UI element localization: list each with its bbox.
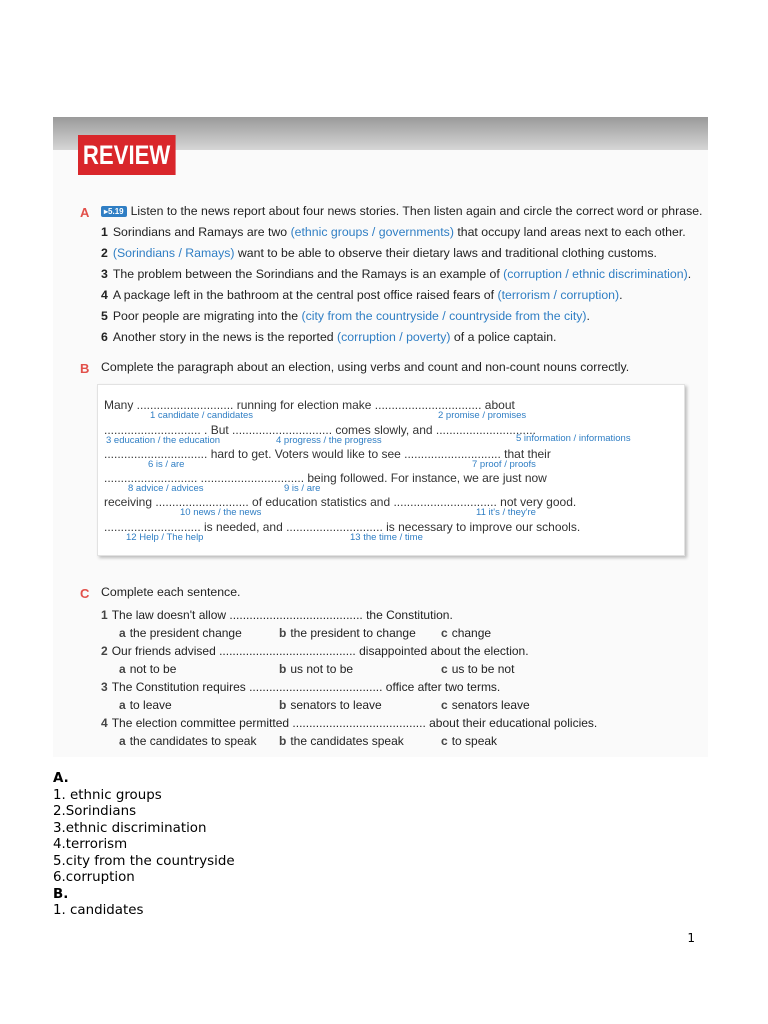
hint-3: 3 education / the education: [106, 435, 221, 446]
hint-13: 13 the time / time: [350, 532, 423, 543]
hint-12: 12 Help / The help: [126, 532, 204, 543]
review-title: REVIEW: [78, 135, 175, 175]
section-c-letter: C: [80, 586, 90, 601]
hint-10: 10 news / the news: [180, 507, 262, 518]
audio-track-badge: ▸5.19: [101, 206, 127, 217]
section-a-instruction: ▸5.19 Listen to the news report about four news stories. Then listen again and circle the correct word or phrase.: [101, 204, 702, 218]
paragraph-line-5: receiving ............................ of education statistics and ............................... not very good.: [104, 495, 577, 509]
section-b-letter: B: [80, 361, 90, 376]
hint-8: 8 advice / advices: [128, 483, 204, 494]
hint-5: 5 information / informations: [516, 433, 631, 444]
a-item-4: 4 A package left in the bathroom at the central post office raised fears of (terrorism / corruption).: [101, 288, 623, 302]
hint-1: 1 candidate / candidates: [150, 410, 253, 421]
c-item-2-option-a: a not to be: [119, 662, 177, 676]
answer-a-heading: A.: [53, 771, 69, 786]
c-item-1-option-c: c change: [441, 626, 492, 640]
paragraph-line-3: ............................... hard to get. Voters would like to see ............................. that their: [104, 447, 551, 461]
c-item-4-option-a: a the candidates to speak: [119, 734, 257, 748]
c-item-3-option-c: c senators leave: [441, 698, 530, 712]
answer-b-1: 1. candidates: [53, 903, 144, 918]
answer-a-1: 1. ethnic groups: [53, 787, 162, 803]
c-item-3-option-b: b senators to leave: [279, 698, 382, 712]
a-item-3: 3 The problem between the Sorindians and the Ramays is an example of (corruption / ethnic discrimination).: [101, 267, 692, 281]
c-item-2-option-b: b us not to be: [279, 662, 354, 676]
c-item-3-stem: 3 The Constitution requires ........................................ office after two terms.: [101, 680, 501, 694]
section-c-instruction: Complete each sentence.: [101, 585, 241, 599]
c-item-1-option-b: b the president to change: [279, 626, 416, 640]
page-number: 1: [687, 931, 695, 945]
hint-7: 7 proof / proofs: [472, 459, 536, 470]
paragraph-line-2: ............................. . But .............................. comes slowly, and ..............................: [104, 423, 536, 437]
paragraph-line-6: ............................. is needed, and ............................. is necessary to improve our schools.: [104, 520, 581, 534]
hint-11: 11 it's / they're: [476, 507, 536, 518]
answer-key: [53, 771, 235, 920]
c-item-2-stem: 2 Our friends advised ......................................... disappointed about the election.: [101, 644, 529, 658]
answer-a-6: 6.corruption: [53, 870, 135, 885]
a-item-6: 6 Another story in the news is the reported (corruption / poverty) of a police captain.: [101, 330, 557, 344]
paragraph-line-4: ............................ ............................... being followed. For instance, we are just now: [104, 471, 547, 485]
paragraph-box: [97, 384, 685, 556]
hint-6: 6 is / are: [148, 459, 185, 470]
a-item-5: 5 Poor people are migrating into the (city from the countryside / countryside from the city).: [101, 309, 590, 323]
paragraph-line-1: Many ............................. running for election make ................................ about: [104, 398, 515, 412]
answer-b-heading: B.: [53, 886, 69, 902]
c-item-4-option-c: c to speak: [441, 734, 498, 748]
c-item-1-option-a: a the president change: [119, 626, 242, 640]
answer-a-3: 3.ethnic discrimination: [53, 820, 207, 836]
answer-a-4: 4.terrorism: [53, 837, 128, 852]
hint-4: 4 progress / the progress: [276, 435, 382, 446]
a-item-2: 2 (Sorindians / Ramays) want to be able to observe their dietary laws and traditional clothing customs.: [101, 246, 657, 260]
scanned-exercise-image: [53, 117, 708, 757]
answer-a-2: 2.Sorindians: [53, 804, 137, 819]
section-b-instruction: Complete the paragraph about an election, using verbs and count and non-count nouns correctly.: [101, 360, 630, 374]
c-item-4-option-b: b the candidates speak: [279, 734, 404, 748]
a-item-1: 1 Sorindians and Ramays are two (ethnic groups / governments) that occupy land areas next to each other.: [101, 225, 686, 239]
c-item-3-option-a: a to leave: [119, 698, 172, 712]
c-item-1-stem: 1 The law doesn't allow ........................................ the Constitution.: [101, 608, 453, 622]
hint-2: 2 promise / promises: [438, 410, 527, 421]
c-item-2-option-c: c us to be not: [441, 662, 515, 676]
c-item-4-stem: 4 The election committee permitted ........................................ about their educational policies.: [101, 716, 598, 730]
section-a-letter: A: [80, 205, 90, 220]
answer-a-5: 5.city from the countryside: [53, 853, 235, 869]
hint-9: 9 is / are: [284, 483, 321, 494]
